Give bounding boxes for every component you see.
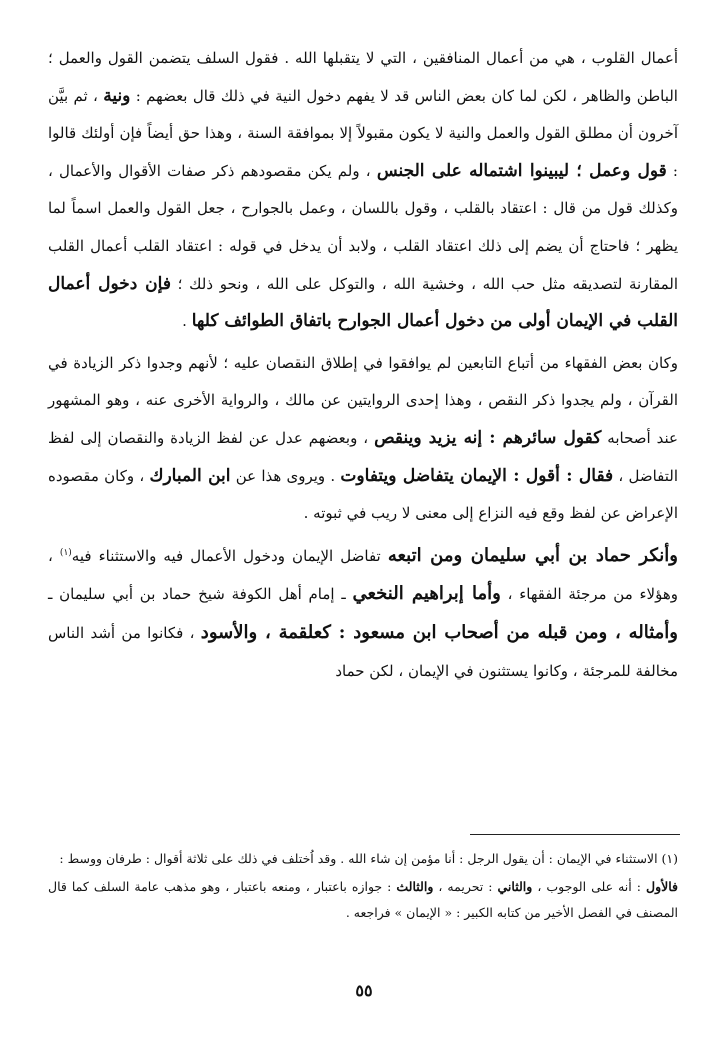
bold-text: قول وعمل ؛ ليبينوا اشتماله على الجنس [376,160,667,181]
bold-text: وأنكر حماد بن أبي سليمان ومن اتبعه [387,544,679,566]
footnotes [48,846,678,926]
text: ـ إمام أهل الكوفة شيخ حماد بن أبي سليمان ـ [48,585,353,604]
text: ، وبعضهم عدل عن لفظ الزيادة والنقصان إلى لفظ التفاضل ، [48,428,678,485]
bold-text: فالأول [645,879,679,894]
paragraph-1 [48,40,678,341]
page-number: ٥٥ [355,981,373,1000]
paragraph-2 [48,345,678,533]
bold-text: وأمثاله ، ومن قبله من أصحاب ابن مسعود : كعلقمة ، والأسود [200,621,678,643]
footnote-1: (١) الاستثناء في الإيمان : أن يقول الرجل : أنا مؤمن إن شاء الله . وقد اُختلف في ذلك على ثلاثة أقوال : طرفان ووسط : [59,851,678,866]
text: أعمال القلوب ، هي من أعمال المنافقين ، التي لا يتقبلها الله . فقول السلف يتضمن القول والعمل ؛ الباطن والظاهر ، لكن لما كان بعض الناس قد لا يفهم دخول النية في ذلك قال بعضهم : [48,49,678,105]
text: : جوازه باعتبار ، ومنعه باعتبار ، وهو مذهب عامة السلف كما قال المصنف في الفصل الأخير من كتابه الكبير : « الإيمان » فراجعه . [48,879,678,920]
footnote-marker: (١) [59,547,72,558]
text: . [182,312,192,331]
footnote-divider [470,834,680,835]
bold-text: ابن المبارك [149,465,231,486]
text: ، ولم يكن مقصودهم ذكر صفات الأقوال والأعمال ، وكذلك قول من قال : اعتقاد بالقلب ، وقول باللسان ، وعمل بالجوارح ، جعل القول والعمل اسماً لما يظهر ؛ فاحتاج أن يضم إلى ذلك اعتقاد القلب ، ولابد أن يدخل في قوله : اعتقاد القلب أعمال القلب المقارنة لتصديقه مثل حب الله ، وخشية الله ، والتوكل على الله ، ونحو ذلك ؛ [48,161,679,293]
text: ، فكانوا من أشد الناس مخالفة للمرجئة ، وكانوا يستثنون في الإيمان ، لكن حماد [48,623,678,680]
bold-text: والثاني [497,879,533,894]
bold-text: كقول سائرهم : إنه يزيد وينقص [374,427,602,448]
text: ، وكان مقصوده الإعراض عن لفظ وقع فيه النزاع إلى معنى لا ريب في ثبوته . [48,466,678,523]
bold-text: ونية [103,85,131,106]
text: تفاضل الإيمان ودخول الأعمال فيه والاستثناء فيه [71,546,388,565]
footnote-1-continued [48,874,678,926]
text: ، وهؤلاء من مرجئة الفقهاء ، [48,546,679,604]
bold-text: وأما إبراهيم النخعي [352,583,501,605]
text: : تحريمه ، [433,879,498,894]
text: : أنه على الوجوب ، [532,879,646,894]
paragraph-3 [48,537,678,690]
bold-text: فقال : أقول : الإيمان يتفاضل ويتفاوت [340,465,614,486]
bold-text: والثالث [396,879,434,894]
text: . ويروى هذا عن [230,466,341,485]
text: ، ثم بيَّن آخرون أن مطلق القول والعمل والنية لا يكون مقبولاً إلا بموافقة السنة ، وهذا حق أيضاً فإن أولئك قالوا : [48,86,678,180]
bold-text: فإن دخول أعمال القلب في الإيمان أولى من دخول أعمال الجوارح باتفاق الطوائف كلها [48,273,678,332]
text: وكان بعض الفقهاء من أتباع التابعين لم يوافقوا في إطلاق النقصان عليه ؛ لأنهم وجدوا ذكر الزيادة في القرآن ، ولم يجدوا ذكر النقص ، وهذا إحدى الروايتين عن مالك ، والرواية الأخرى عنه ، وهو المشهور عند أصحابه [48,353,678,447]
